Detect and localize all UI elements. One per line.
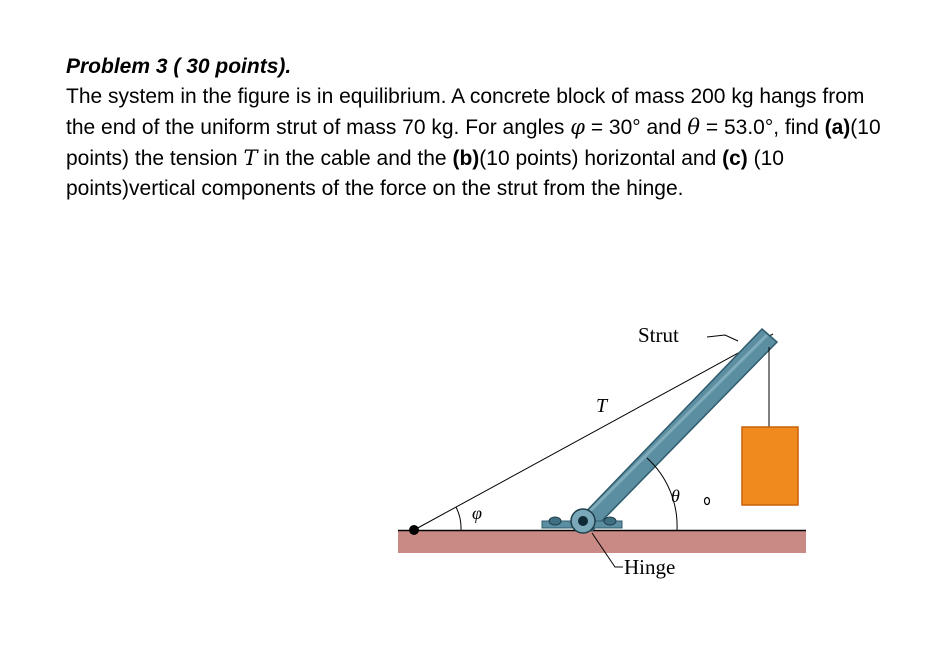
ground bbox=[398, 531, 806, 553]
problem-sentence-1: The system in the figure is in equilibrium. A concrete block of mass 200 kg hangs from the end of the uniform strut of mass 70 kg. For angles bbox=[66, 85, 865, 139]
strut-figure bbox=[395, 315, 815, 595]
figure-canvas bbox=[395, 315, 815, 595]
part-a-label: (a) bbox=[824, 116, 851, 139]
concrete-block bbox=[742, 427, 798, 505]
phi-arc bbox=[456, 507, 461, 530]
part-a-tail: in the cable and the bbox=[257, 147, 453, 170]
strut-leader bbox=[707, 335, 738, 341]
problem-title: Problem 3 ( 30 points). bbox=[66, 55, 292, 78]
part-b-text: (10 points) horizontal and bbox=[479, 147, 723, 170]
problem-body bbox=[66, 82, 886, 204]
theta-value: = 53.0°, find bbox=[700, 116, 825, 139]
theta-symbol: θ bbox=[687, 115, 701, 139]
problem-statement bbox=[66, 52, 886, 204]
tension-label: T bbox=[596, 395, 608, 417]
phi-symbol: φ bbox=[570, 115, 585, 139]
tension-symbol: T bbox=[243, 146, 258, 170]
part-c-label: (c) bbox=[722, 147, 748, 170]
theta-label: θ bbox=[671, 486, 680, 506]
part-c-text: (10 points)vertical components of the force on the strut from the hinge. bbox=[66, 147, 784, 200]
cable bbox=[414, 334, 773, 530]
small-circle-mark bbox=[705, 498, 710, 505]
cable-anchor bbox=[409, 525, 419, 535]
strut-label: Strut bbox=[638, 323, 679, 347]
part-a-text: (10 points) the tension bbox=[66, 116, 881, 170]
hinge-label: Hinge bbox=[624, 555, 676, 579]
phi-label: φ bbox=[472, 503, 482, 523]
part-b-label: (b) bbox=[452, 147, 480, 170]
phi-value: = 30° and bbox=[584, 116, 688, 139]
